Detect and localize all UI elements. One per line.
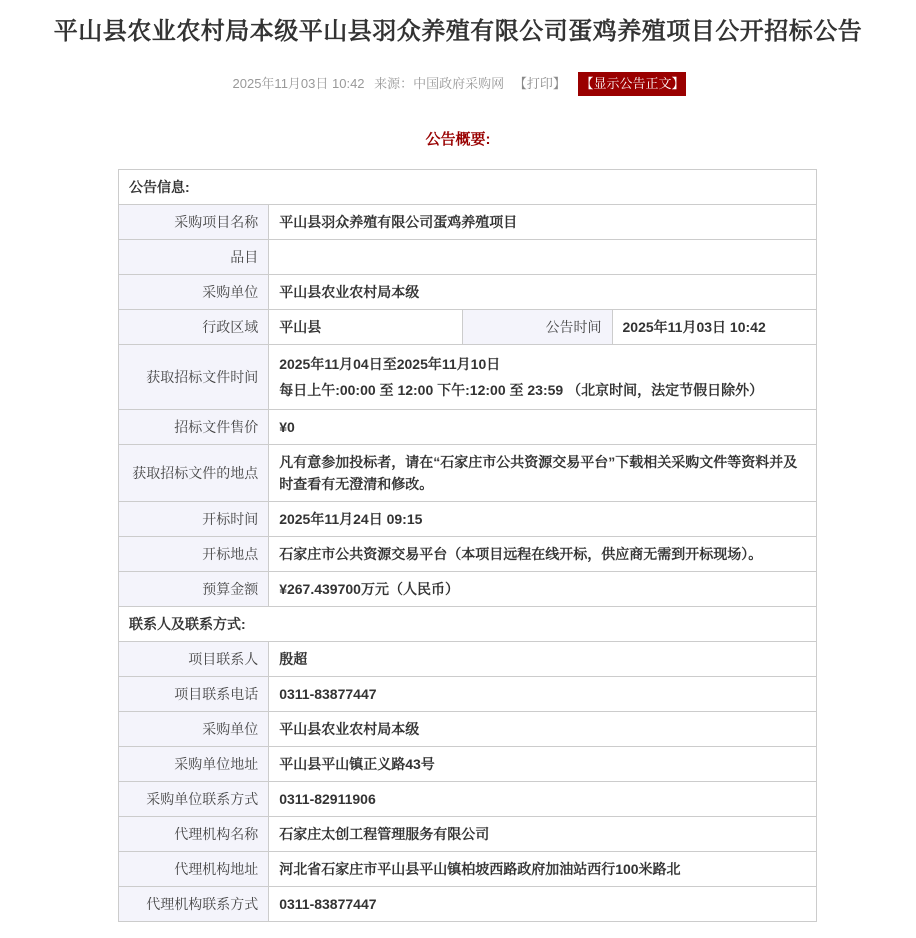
row-value: 平山县羽众养殖有限公司蛋鸡养殖项目 [269,205,817,240]
value-line: 每日上午:00:00 至 12:00 下午:12:00 至 23:59 （北京时间，法定节假日除外） [279,382,764,398]
row-label: 获取招标文件时间 [119,345,269,410]
row-label: 代理机构名称 [119,817,269,852]
row-label: 采购项目名称 [119,205,269,240]
row-value: 0311-83877447 [269,677,817,712]
value-line: 2025年11月04日至2025年11月10日 [279,356,501,372]
row-value: 平山县平山镇正义路43号 [269,747,817,782]
row-value [269,240,817,275]
source-label: 来源：中国政府采购网 [374,76,505,91]
row-value: 0311-83877447 [269,887,817,922]
table-row [119,537,817,572]
row-label: 项目联系人 [119,642,269,677]
row-value: 2025年11月24日 09:15 [269,502,817,537]
row-value: 平山县 [269,310,463,345]
page-title: 平山县农业农村局本级平山县羽众养殖有限公司蛋鸡养殖项目公开招标公告 [53,18,863,45]
publish-datetime: 2025年11月03日 10:42 [232,76,365,91]
row-value: 凡有意参加投标者，请在“石家庄市公共资源交易平台”下载相关采购文件等资料并及时查看有无澄清和修改。 [269,445,817,502]
section-header: 联系人及联系方式: [119,607,817,642]
section-header-row [119,170,817,205]
table-row [119,852,817,887]
row-label: 采购单位联系方式 [119,782,269,817]
row-value: ¥267.439700万元（人民币） [269,572,817,607]
table-row [119,817,817,852]
table-row [119,205,817,240]
row-value: 0311-82911906 [269,782,817,817]
row-value: 平山县农业农村局本级 [269,275,817,310]
row-label: 开标时间 [119,502,269,537]
row-value: 平山县农业农村局本级 [269,712,817,747]
row-value [269,345,817,410]
table-row [119,677,817,712]
announcement-summary-table [118,169,817,922]
row-label: 预算金额 [119,572,269,607]
row-label: 获取招标文件的地点 [119,445,269,502]
row-label-2: 公告时间 [463,310,612,345]
table-row [119,782,817,817]
print-button[interactable]: 【打印】 [513,76,566,91]
table-row [119,445,817,502]
summary-heading: 公告概要: [425,131,491,148]
row-label: 采购单位 [119,712,269,747]
row-label: 品目 [119,240,269,275]
row-label: 开标地点 [119,537,269,572]
row-value: 石家庄太创工程管理服务有限公司 [269,817,817,852]
table-row [119,642,817,677]
table-row [119,345,817,410]
row-label: 采购单位地址 [119,747,269,782]
row-label: 采购单位 [119,275,269,310]
table-row [119,310,817,345]
row-label: 行政区域 [119,310,269,345]
row-value-2: 2025年11月03日 10:42 [612,310,816,345]
show-announcement-body-button[interactable]: 【显示公告正文】 [578,72,686,96]
table-row [119,410,817,445]
row-label: 项目联系电话 [119,677,269,712]
row-value: ¥0 [269,410,817,445]
row-label: 代理机构地址 [119,852,269,887]
table-row [119,572,817,607]
row-label: 代理机构联系方式 [119,887,269,922]
table-row [119,747,817,782]
row-label: 招标文件售价 [119,410,269,445]
table-row [119,712,817,747]
table-row [119,887,817,922]
table-row [119,275,817,310]
section-header: 公告信息: [119,170,817,205]
summary-table-body [119,170,817,922]
table-row [119,502,817,537]
row-value: 河北省石家庄市平山县平山镇柏坡西路政府加油站西行100米路北 [269,852,817,887]
table-row [119,240,817,275]
meta-line [0,72,916,96]
row-value: 殷超 [269,642,817,677]
row-value: 石家庄市公共资源交易平台（本项目远程在线开标，供应商无需到开标现场）。 [269,537,817,572]
section-header-row [119,607,817,642]
